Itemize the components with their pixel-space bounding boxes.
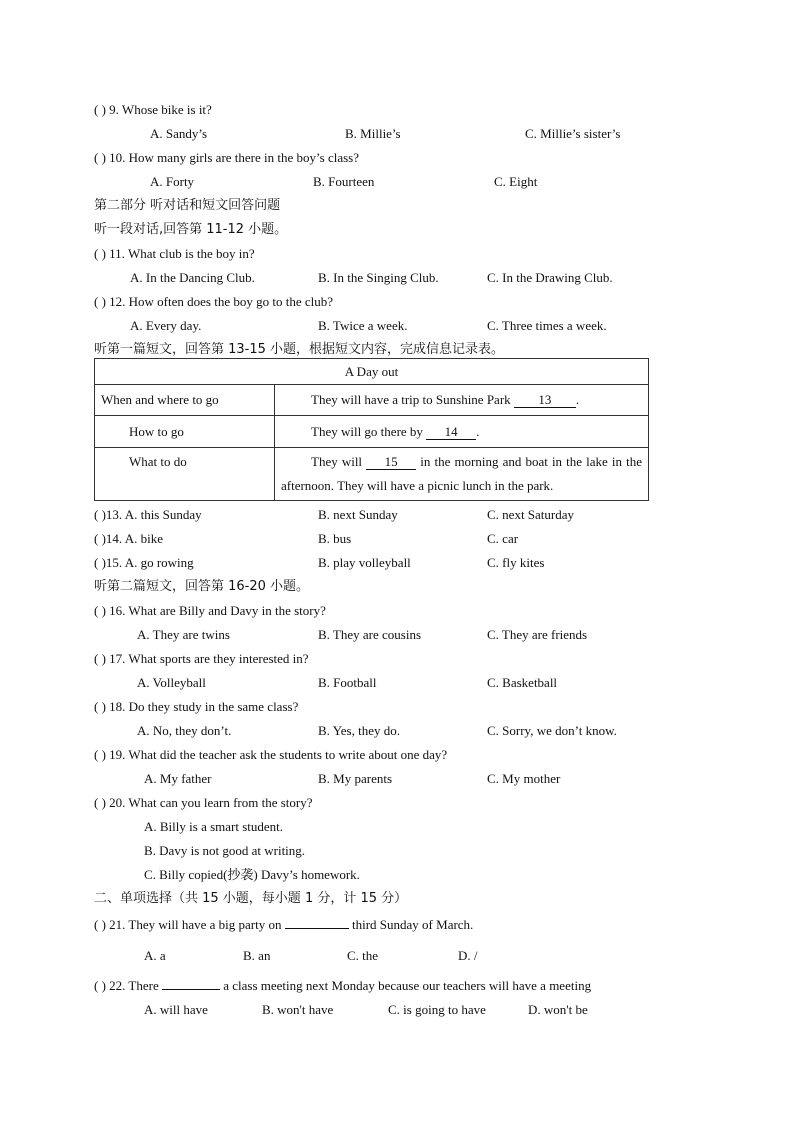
- row-label: When and where to go: [95, 385, 275, 416]
- question-13: ( )13. A. this Sunday: [94, 507, 202, 522]
- answer-blank-22: [162, 989, 220, 990]
- row-content: They will have a trip to Sunshine Park 13 .: [275, 385, 649, 416]
- question-14: ( )14. A. bike: [94, 531, 163, 546]
- q9-option-b: B. Millie’s: [345, 126, 401, 141]
- q12-option-b: B. Twice a week.: [318, 318, 408, 333]
- question-18: ( ) 18. Do they study in the same class?: [94, 699, 299, 714]
- row-label: How to go: [95, 416, 275, 448]
- passage2-intro: 听第二篇短文，回答第 16-20 小题。: [94, 579, 310, 594]
- question-19: ( ) 19. What did the teacher ask the students to write about one day?: [94, 747, 448, 762]
- q11-option-b: B. In the Singing Club.: [318, 270, 439, 285]
- q22-option-a: A. will have: [144, 1002, 208, 1017]
- q12-option-c: C. Three times a week.: [487, 318, 607, 333]
- q16-option-b: B. They are cousins: [318, 627, 422, 642]
- q19-option-b: B. My parents: [318, 771, 393, 786]
- table-caption: A Day out: [95, 359, 649, 385]
- q19-option-c: C. My mother: [487, 771, 561, 786]
- question-11: ( ) 11. What club is the boy in?: [94, 246, 255, 261]
- q14-option-c: C. car: [487, 531, 519, 546]
- part2-title: 第二部分 听对话和短文回答问题: [94, 198, 281, 213]
- q19-option-a: A. My father: [144, 771, 212, 786]
- info-record-table: [94, 358, 649, 501]
- question-12: ( ) 12. How often does the boy go to the club?: [94, 294, 334, 309]
- q20-option-b: B. Davy is not good at writing.: [144, 843, 306, 858]
- q18-option-b: B. Yes, they do.: [318, 723, 400, 738]
- q17-option-c: C. Basketball: [487, 675, 558, 690]
- answer-blank-13: 13: [514, 393, 576, 408]
- q9-option-c: C. Millie’s sister’s: [525, 126, 621, 141]
- q22-option-c: C. is going to have: [388, 1002, 486, 1017]
- q17-option-a: A. Volleyball: [137, 675, 206, 690]
- q15-option-c: C. fly kites: [487, 555, 545, 570]
- q15-option-b: B. play volleyball: [318, 555, 411, 570]
- q16-option-c: C. They are friends: [487, 627, 588, 642]
- row-label: What to do: [95, 448, 275, 501]
- q18-option-c: C. Sorry, we don’t know.: [487, 723, 617, 738]
- q21-option-a: A. a: [144, 948, 166, 963]
- q9-option-a: A. Sandy’s: [150, 126, 208, 141]
- passage1-intro: 听第一篇短文，回答第 13-15 小题，根据短文内容，完成信息记录表。: [94, 342, 505, 357]
- question-10: ( ) 10. How many girls are there in the boy’s class?: [94, 150, 359, 165]
- section2-title: 二、单项选择（共 15 小题，每小题 1 分，计 15 分）: [94, 891, 408, 906]
- q12-option-a: A. Every day.: [130, 318, 202, 333]
- q22-option-d: D. won't be: [528, 1002, 588, 1017]
- q21-option-b: B. an: [243, 948, 271, 963]
- table-row: [95, 385, 649, 416]
- q20-option-c: C. Billy copied(抄袭) Davy’s homework.: [144, 867, 360, 882]
- answer-blank-14: 14: [426, 425, 476, 440]
- q20-option-a: A. Billy is a smart student.: [144, 819, 284, 834]
- q13-option-c: C. next Saturday: [487, 507, 575, 522]
- dialogue-intro: 听一段对话,回答第 11-12 小题。: [94, 222, 288, 237]
- q16-option-a: A. They are twins: [137, 627, 230, 642]
- row-content: They will 15 in the morning and boat in the lake in the afternoon. They will have a picnic lunch in the park.: [275, 448, 649, 501]
- question-15: ( )15. A. go rowing: [94, 555, 194, 570]
- question-17: ( ) 17. What sports are they interested in?: [94, 651, 309, 666]
- table-row: [95, 448, 649, 501]
- q10-option-a: A. Forty: [150, 174, 195, 189]
- question-22: ( ) 22. There a class meeting next Monday because our teachers will have a meeting: [94, 978, 592, 993]
- q14-option-b: B. bus: [318, 531, 352, 546]
- question-9: ( ) 9. Whose bike is it?: [94, 102, 212, 117]
- q18-option-a: A. No, they don’t.: [137, 723, 232, 738]
- q11-option-a: A. In the Dancing Club.: [130, 270, 255, 285]
- row-content: They will go there by 14 .: [275, 416, 649, 448]
- question-16: ( ) 16. What are Billy and Davy in the story?: [94, 603, 326, 618]
- q22-option-b: B. won't have: [262, 1002, 334, 1017]
- question-21: ( ) 21. They will have a big party on third Sunday of March.: [94, 917, 474, 932]
- question-20: ( ) 20. What can you learn from the story?: [94, 795, 313, 810]
- answer-blank-21: [285, 928, 349, 929]
- q13-option-b: B. next Sunday: [318, 507, 398, 522]
- q10-option-c: C. Eight: [494, 174, 538, 189]
- q17-option-b: B. Football: [318, 675, 377, 690]
- answer-blank-15: 15: [366, 455, 416, 470]
- q10-option-b: B. Fourteen: [313, 174, 375, 189]
- q21-option-c: C. the: [347, 948, 379, 963]
- q21-option-d: D. /: [458, 948, 478, 963]
- table-row: [95, 416, 649, 448]
- q11-option-c: C. In the Drawing Club.: [487, 270, 613, 285]
